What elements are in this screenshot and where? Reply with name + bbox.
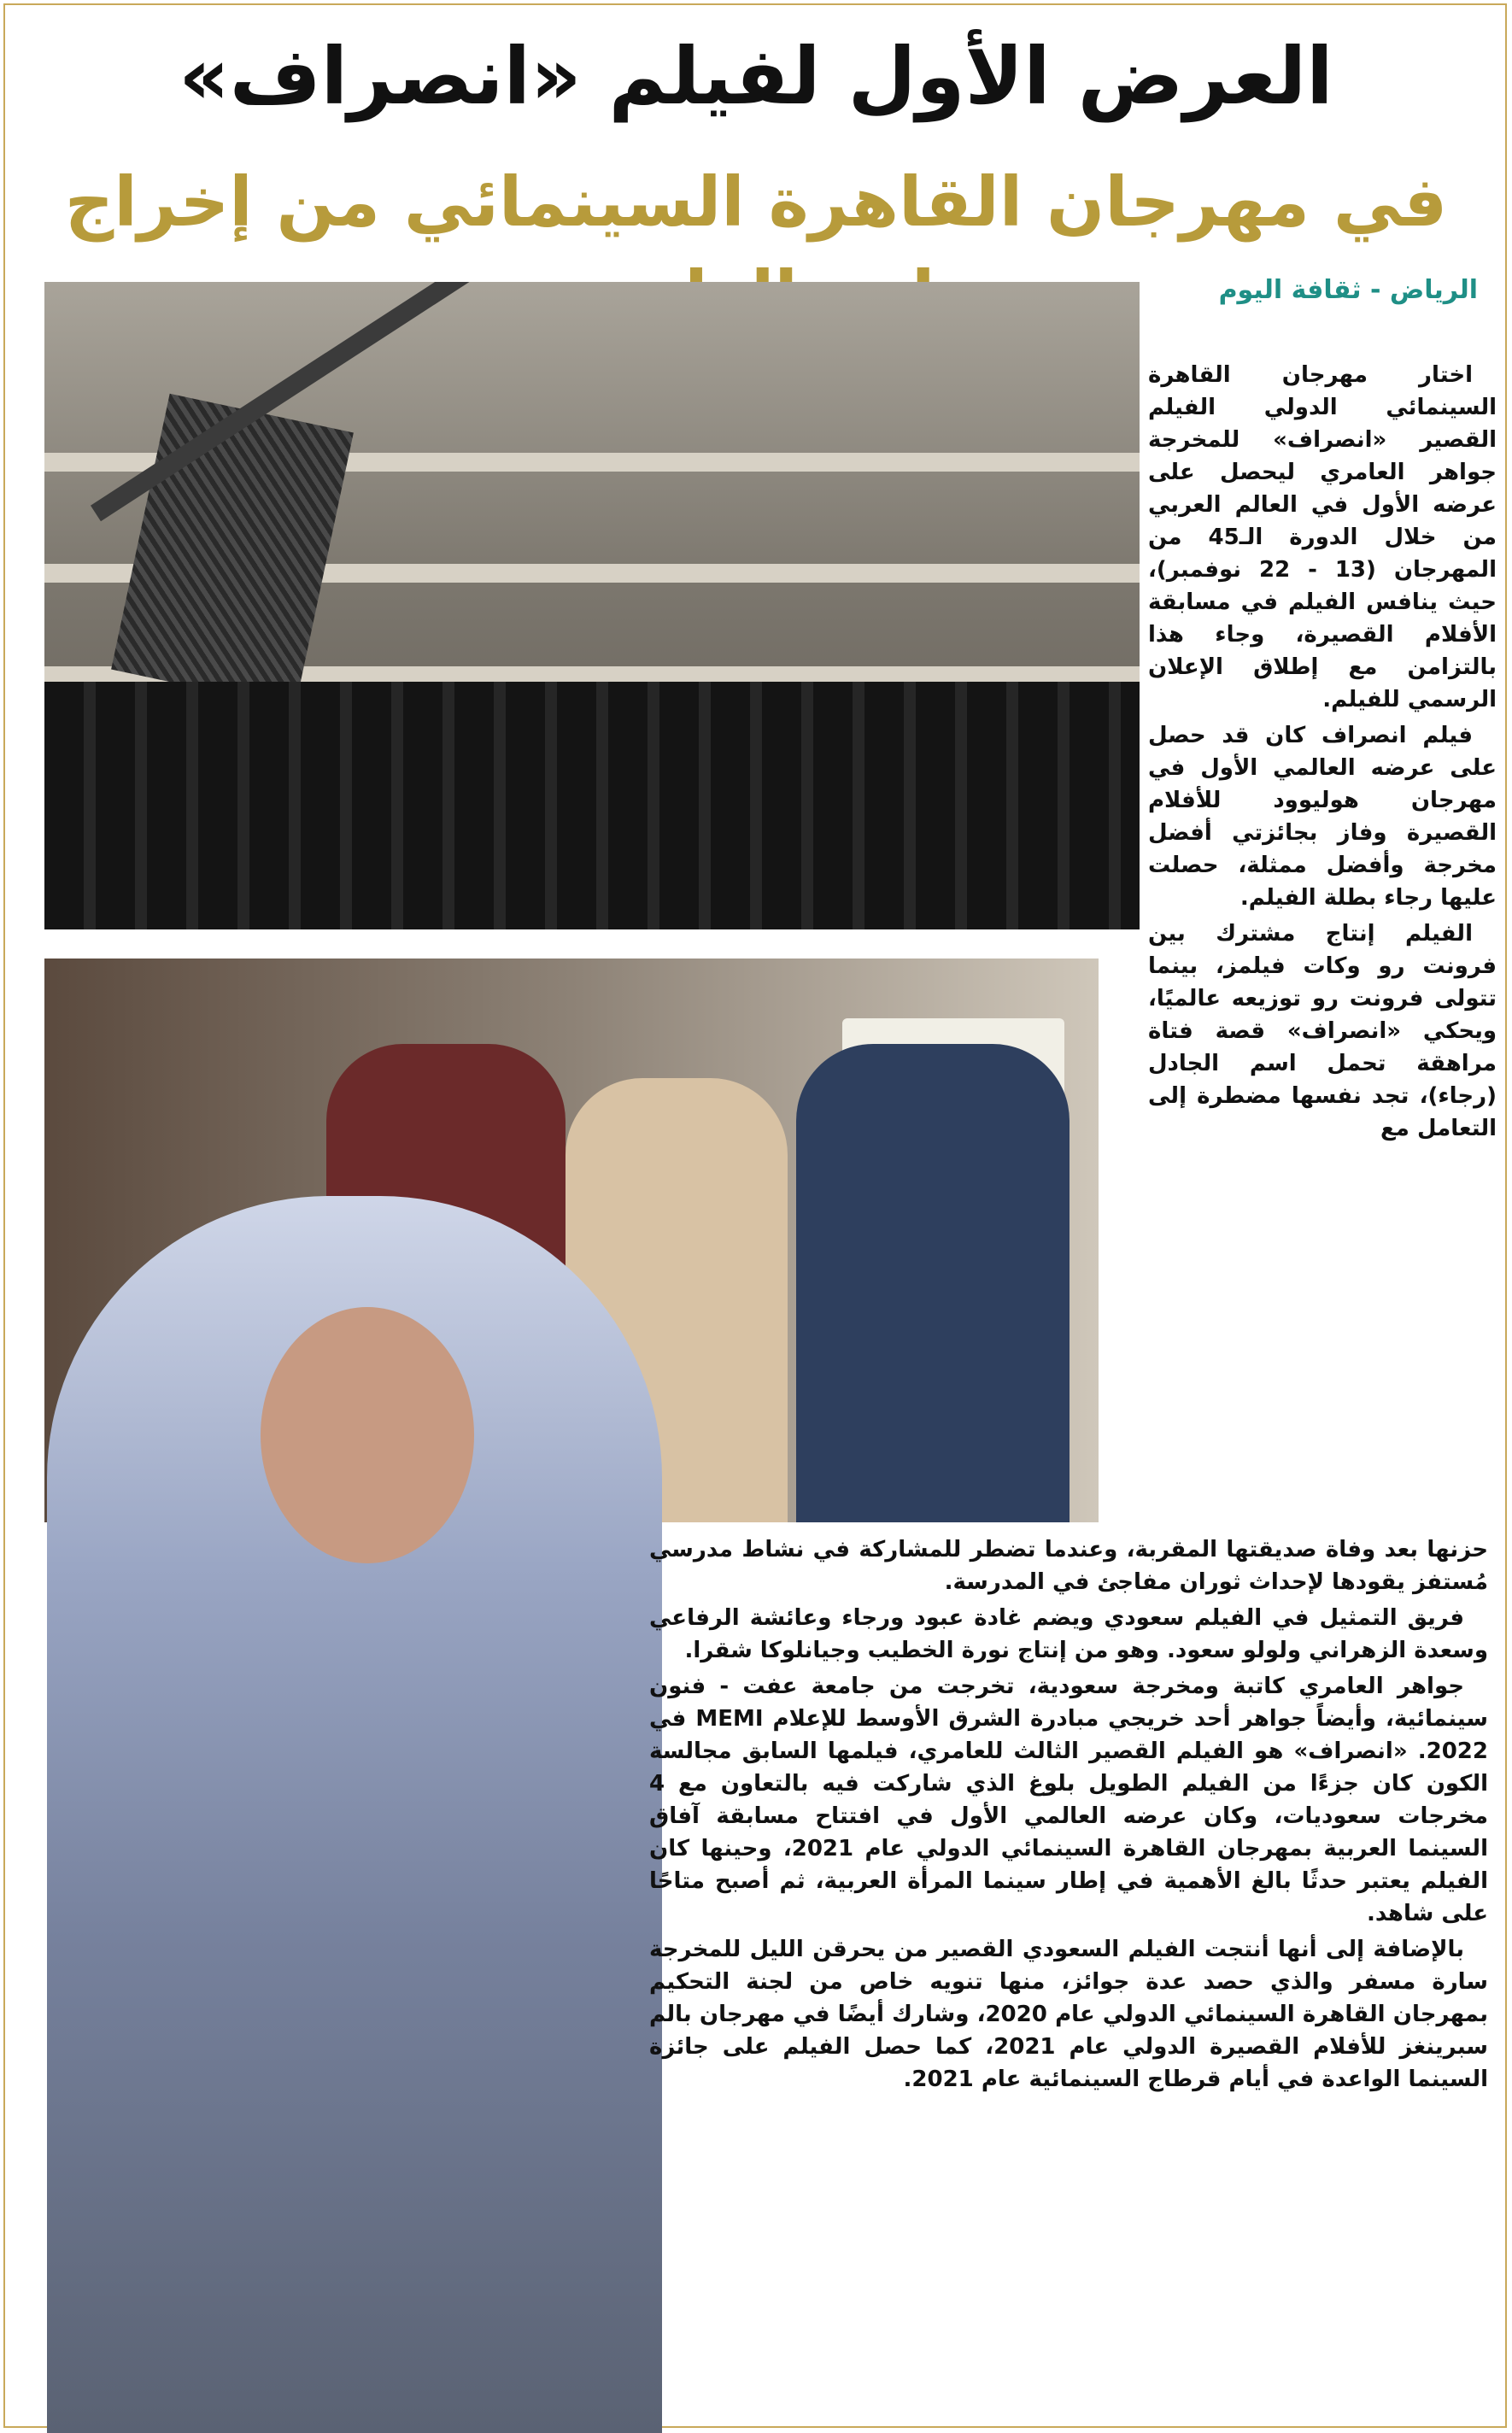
article-paragraph: بالإضافة إلى أنها أنتجت الفيلم السعودي القصير من يحرقن الليل للمخرجة سارة مسفر والذي حصد عدة جوائز، منها تنويه خاص من لجنة التحكيم بمهرجان القاهرة السينمائي الدولي عام 2020، وشارك أيضًا في مهرجان بالم سبرينغز للأفلام القصيرة الدولي عام 2021، كما حصل الفيلم على جائزة السينما الواعدة في أيام قرطاج السينمائية عام 2021. xyxy=(649,1937,1489,2092)
photo-light-panel xyxy=(111,394,354,709)
photo-actress xyxy=(796,1044,1070,1522)
article-paragraph: فيلم انصراف كان قد حصل على عرضه العالمي الأول في مهرجان هوليوود للأفلام القصيرة وفاز بجائزتي أفضل مخرجة وأفضل ممثلة، حصلت عليها رجاء بطلة الفيلم. xyxy=(1148,723,1497,911)
film-set-photo xyxy=(44,282,1140,929)
headline-subtitle: في مهرجان القاهرة السينمائي من إخراج xyxy=(64,162,1448,242)
article-column-narrow xyxy=(1148,359,1497,1148)
article-paragraph: الفيلم إنتاج مشترك بين فرونت رو وكات فيلمز، بينما تتولى فرونت رو توزيعه عالميًا، ويحكي «انصراف» قصة فتاة مراهقة تحمل اسم الجادل (رجاء)، تجد نفسها مضطرة إلى التعامل مع xyxy=(1148,921,1497,1141)
article-paragraph: فريق التمثيل في الفيلم سعودي ويضم غادة عبود ورجاء وعائشة الرفاعي وسعدة الزهراني ولولو سعود. وهو من إنتاج نورة الخطيب وجيانلوكا شقرا. xyxy=(649,1605,1488,1663)
director-cutout-photo xyxy=(47,1196,662,2433)
director-face xyxy=(261,1307,474,1563)
article-column-wide xyxy=(649,1533,1488,2099)
article-paragraph: اختار مهرجان القاهرة السينمائي الدولي الفيلم القصير «انصراف» للمخرجة جواهر العامري ليحصل على عرضه الأول في العالم العربي من خلال الدورة الـ45 من المهرجان (13 - 22 نوفمبر)، حيث ينافس الفيلم في مسابقة الأفلام القصيرة، وجاء هذا بالتزامن مع إطلاق الإعلان الرسمي للفيلم. xyxy=(1148,362,1497,712)
photo-crowd xyxy=(44,682,1140,929)
byline: الرياض - ثقافة اليوم xyxy=(1218,275,1478,305)
headline-title: العرض الأول لفيلم «انصراف» xyxy=(179,31,1333,122)
article-paragraph: حزنها بعد وفاة صديقتها المقربة، وعندما تضطر للمشاركة في نشاط مدرسي مُستفز يقودها لإحداث ثوران مفاجئ في المدرسة. xyxy=(649,1537,1488,1595)
article-paragraph: جواهر العامري كاتبة ومخرجة سعودية، تخرجت من جامعة عفت - فنون سينمائية، وأيضاً جواهر أحد خريجي مبادرة الشرق الأوسط للإعلام MEMI في 2022. «انصراف» هو الفيلم القصير الثالث للعامري، فيلمها السابق مجالسة الكون كان جزءًا من الفيلم الطويل بلوغ الذي شاركت فيه بالتعاون مع 4 مخرجات سعوديات، وكان عرضه العالمي الأول في افتتاح مسابقة آفاق السينما العربية بمهرجان القاهرة السينمائي الدولي عام 2021، وحينها كان الفيلم يعتبر حدثًا بالغ الأهمية في إطار سينما المرأة العربية، ثم أصبح متاحًا على شاهد. xyxy=(649,1674,1488,1926)
